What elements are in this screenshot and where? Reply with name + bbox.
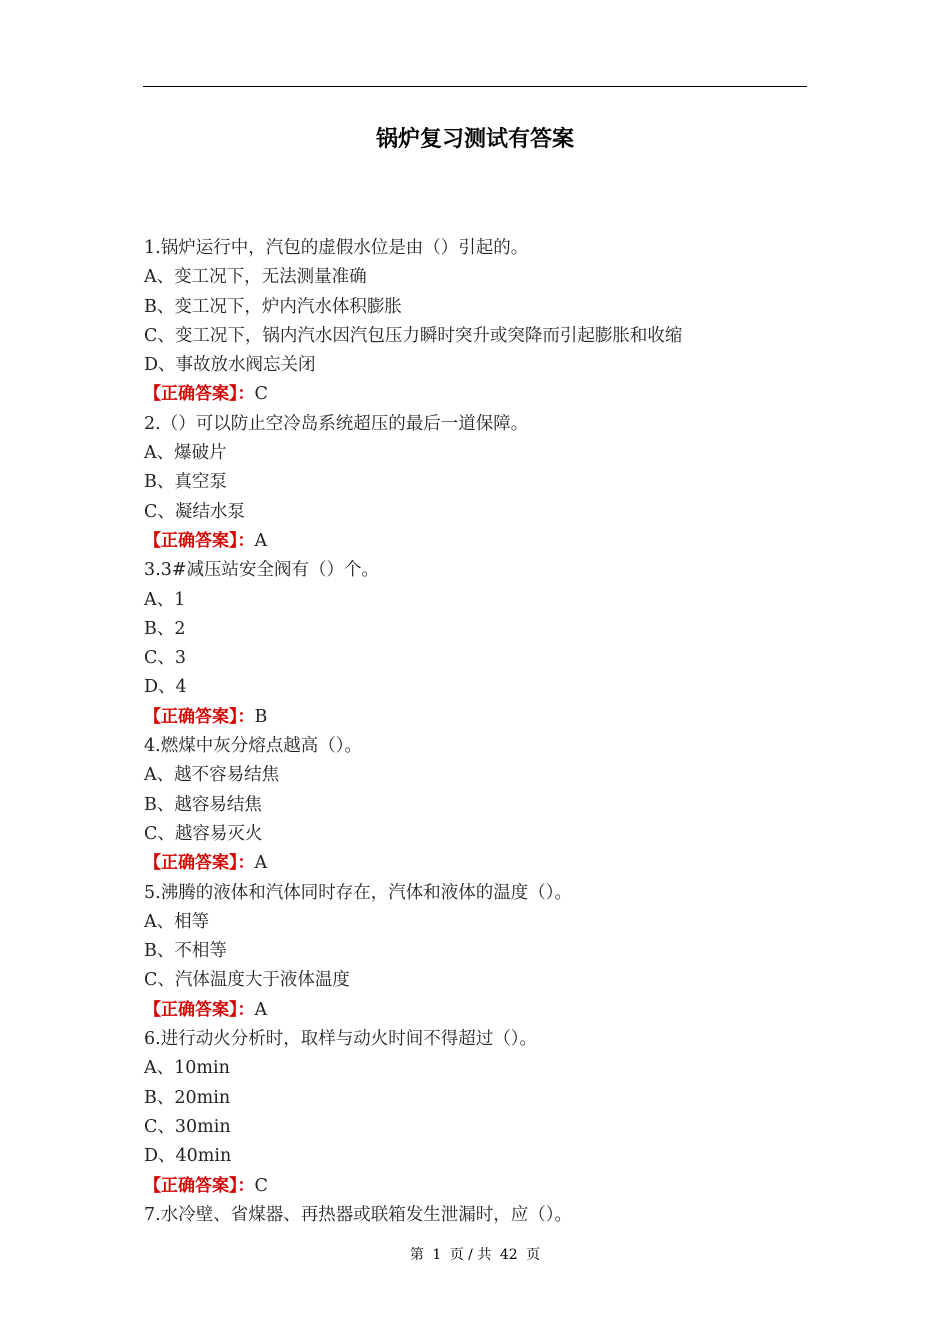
answer-value: A [254,999,268,1020]
footer-page-number: 1 [432,1247,442,1263]
question-option: C、凝结水泵 [144,501,245,522]
footer-total-pages: 42 [499,1247,518,1263]
question-option: A、1 [144,589,186,610]
footer-suffix: 页 [526,1247,541,1263]
question-option: B、变工况下，炉内汽水体积膨胀 [144,296,402,317]
question-option: B、越容易结焦 [144,794,262,815]
answer-value: B [254,706,268,727]
answer-line [144,380,824,409]
question-option: B、真空泵 [144,472,227,493]
footer-middle: 页 / 共 [449,1247,492,1263]
question-option: B、20min [144,1087,231,1108]
question-stem: 1.锅炉运行中，汽包的虚假水位是由（）引起的。 [144,238,529,258]
question-option: B、不相等 [144,941,227,962]
answer-label: 【正确答案】： [144,853,255,874]
question-stem: 3.3#减压站安全阀有（）个。 [144,560,379,581]
question-list [144,234,824,1230]
question-stem: 4.燃煤中灰分熔点越高（）。 [144,736,362,757]
answer-label: 【正确答案】： [144,530,255,551]
question-option: C、3 [144,648,187,669]
question-option: B、2 [144,618,186,639]
question-option: D、事故放水阀忘关闭 [144,355,316,376]
question-stem: 2.（）可以防止空冷岛系统超压的最后一道保障。 [144,413,529,434]
answer-line [144,996,824,1025]
answer-label: 【正确答案】： [144,1175,255,1196]
answer-label: 【正确答案】： [144,706,255,727]
footer-prefix: 第 [409,1247,424,1263]
question-option: C、30min [144,1116,231,1137]
question-option: A、爆破片 [144,443,227,464]
answer-value: C [254,384,268,405]
question-option: C、越容易灭火 [144,823,263,844]
question-option: D、4 [144,677,187,698]
answer-line [144,1172,824,1201]
answer-line [144,703,824,732]
answer-line [144,527,824,556]
question-option: C、汽体温度大于液体温度 [144,970,350,991]
question-option: A、10min [144,1058,230,1079]
question-option: C、变工况下，锅内汽水因汽包压力瞬时突升或突降而引起膨胀和收缩 [144,325,683,346]
question-stem: 5.沸腾的液体和汽体同时存在，汽体和液体的温度（）。 [144,882,572,903]
page-footer [0,1244,950,1264]
question-stem: 6.进行动火分析时，取样与动火时间不得超过（）。 [144,1029,537,1050]
header-rule [143,86,807,87]
question-option: A、变工况下，无法测量准确 [144,267,367,288]
answer-line [144,849,824,878]
question-option: A、相等 [144,911,210,932]
document-title: 锅炉复习测试有答案 [375,126,574,152]
question-option: A、越不容易结焦 [144,765,280,786]
answer-label: 【正确答案】： [144,999,255,1020]
answer-value: A [254,530,268,551]
answer-value: C [254,1175,268,1196]
question-stem: 7.水冷壁、省煤器、再热器或联箱发生泄漏时，应（）。 [144,1204,572,1225]
question-option: D、40min [144,1146,232,1167]
answer-value: A [254,853,268,874]
answer-label: 【正确答案】： [144,384,255,405]
